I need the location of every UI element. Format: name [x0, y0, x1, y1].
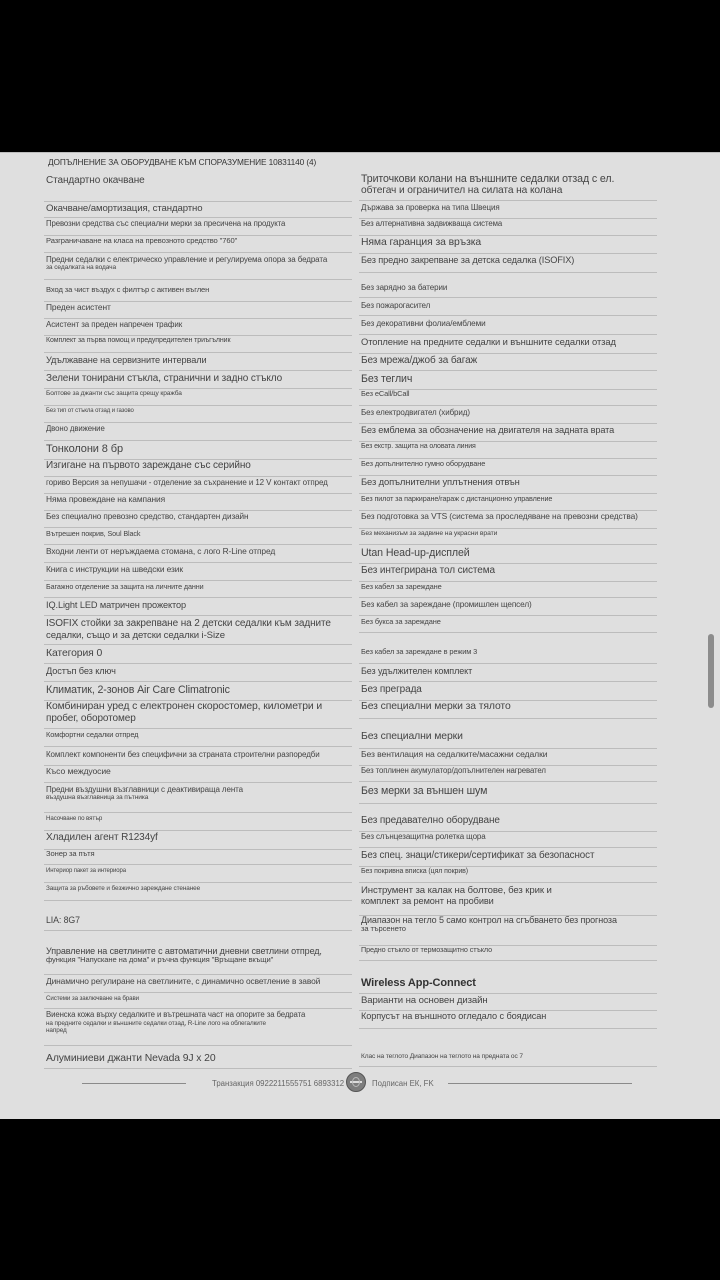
right-column-item-line: Без мрежа/джоб за багаж	[361, 355, 478, 366]
left-column-item-line: Превозни средства със специални мерки за пресичена на продукта	[46, 219, 286, 228]
left-column-item-line: Преден асистент	[46, 302, 111, 312]
left-column-item	[44, 565, 352, 581]
left-column-item	[44, 175, 352, 202]
left-column-item-line: въздушна възглавница за пътника	[46, 794, 149, 802]
left-column-item	[44, 1053, 352, 1069]
left-column-item-line: Няма провеждане на кампания	[46, 494, 166, 504]
left-column-item	[44, 478, 352, 494]
left-column-item	[44, 1011, 352, 1046]
left-column-item	[44, 767, 352, 783]
right-column-item-line: Wireless App-Connect	[361, 977, 476, 989]
left-column-item	[44, 648, 352, 664]
left-column-item-line: Разграничаване на класа на превозното средство "760"	[46, 236, 238, 245]
right-column-item-line: Без пилот за паркиране/гараж с дистанционно управление	[361, 494, 553, 503]
right-column-item-line: Държава за проверка на типа Швеция	[361, 203, 500, 212]
right-column-item-line: Без вентилация на седалките/масажни седалки	[361, 749, 548, 759]
right-column-item-line: Без екстр. защита на оловата линия	[361, 443, 476, 450]
left-column-item-line: Асистент за преден напречен трафик	[46, 320, 183, 329]
left-column-item	[44, 731, 352, 747]
right-column-item-line: Без предавателно оборудване	[361, 815, 500, 826]
right-column-item-line: Без удължителен комплект	[361, 666, 473, 676]
right-column-item	[359, 373, 657, 390]
left-column-item-line: Вход за чист въздух с филтър с активен въглен	[46, 285, 210, 294]
document-page	[0, 152, 720, 1119]
right-column-item-line: Клас на теглото Диапазон на теглото на предната ос 7	[361, 1053, 523, 1060]
left-column-item	[44, 320, 352, 336]
right-column-item	[359, 915, 657, 946]
right-column-item-line: Отопление на предните седалки и външните седалки отзад	[361, 336, 616, 347]
transaction-number: Транзакция 0922211555751 6893312	[212, 1079, 345, 1088]
left-column-item	[44, 355, 352, 371]
left-column-item-line: Категория 0	[46, 648, 103, 659]
left-column-item	[44, 460, 352, 477]
right-column-item-line: Без допълнителни уплътнения отвън	[361, 476, 520, 487]
right-column-item	[359, 319, 657, 335]
left-column-item	[44, 750, 352, 766]
right-column-item	[359, 648, 657, 664]
left-column-item	[44, 220, 352, 236]
right-column-item-line: Без електродвигател (хибрид)	[361, 408, 470, 417]
document-title: ДОПЪЛНЕНИЕ ЗА ОБОРУДВАНЕ КЪМ СПОРАЗУМЕНИЕ 10831140 (4)	[48, 157, 317, 167]
right-column-item	[359, 337, 657, 354]
right-column-item	[359, 355, 657, 371]
left-column-item	[44, 286, 352, 302]
left-column-item-line: Хладилен агент R1234yf	[46, 832, 158, 843]
left-column-item	[44, 600, 352, 616]
right-column-item	[359, 390, 657, 406]
left-column-item-line: Виенска кожа върху седалките и вътрешната част на опорите за бедрата	[46, 1010, 306, 1019]
right-column-item	[359, 547, 657, 564]
right-column-item	[359, 408, 657, 424]
right-column-item	[359, 495, 657, 511]
right-column-item-line: Без интегрирана тол система	[361, 565, 495, 576]
right-column-item	[359, 815, 657, 832]
right-column-item-line: Корпусът на външното огледало с боядисан	[361, 1011, 547, 1021]
left-column-item-line: функция "Напускане на дома" и ръчна функция "Връщане вкъщи"	[46, 955, 274, 965]
right-column-item	[359, 512, 657, 529]
right-column-item	[359, 237, 657, 254]
left-column-item-line: ISOFIX стойки за закрепване на 2 детски седалки към задните	[46, 618, 331, 629]
right-column-item-line: Диапазон на теглo 5 само контрол на сгъбването без прогноза	[361, 915, 617, 925]
right-column-item-line: Без топлинен акумулатор/допълнителен нагревател	[361, 766, 546, 775]
right-column-item-line: Без подготовка за VTS (система за проследяване на превозни средства)	[361, 511, 638, 521]
right-column-item	[359, 583, 657, 598]
right-column-item-line: Без декоративни фолиа/емблеми	[361, 319, 486, 328]
left-column-item-line: Динамично регулиране на светлините, с динамично осветление в завой	[46, 976, 321, 986]
left-column-item-line: Алуминиеви джанти Nevada 9J x 20	[46, 1053, 216, 1064]
right-column-item	[359, 977, 657, 994]
left-column-item	[44, 915, 352, 931]
right-column-item	[359, 530, 657, 545]
right-column-item-line: Без механизъм за задвине на украсни врати	[361, 530, 498, 537]
left-column-item-line: Багажно отделение за защита на личните данни	[46, 582, 204, 591]
left-column-item	[44, 495, 352, 511]
right-column-item-line: Инструмент за калак на болтове, без крик и	[361, 885, 552, 896]
left-column-item	[44, 443, 352, 460]
right-column-item-line: Без eCall/bCall	[361, 389, 410, 398]
left-column-item	[44, 390, 352, 406]
right-column-item	[359, 283, 657, 298]
left-column-item-line: Вътрешен покрив, Soul Black	[46, 529, 141, 538]
left-column-item-line: на предните седалки и външните седалки отзад, R-Line лого на облегалките	[46, 1019, 266, 1027]
right-column-item-line: Няма гаранция за връзка	[361, 237, 482, 248]
left-column-item-line: пробег, оборотомер	[46, 712, 136, 724]
left-column-item-line: Комфортни седалки отпред	[46, 730, 139, 739]
right-column-item	[359, 868, 657, 883]
right-column-item-line: Варианти на основен дизайн	[361, 995, 488, 1006]
left-column-item-line: Зонер за пътя	[46, 849, 95, 858]
left-column-item-line: Книга с инструкции на шведски език	[46, 564, 183, 574]
left-column-item-line: Изгигане на първото зареждане със серийно	[46, 460, 251, 471]
left-column-item	[44, 666, 352, 682]
left-column-item-line: Входни ленти от неръждаема стомана, с лого R-Line отпред	[46, 546, 276, 556]
left-column-item-line: Защита за ръбовете и безжично зареждане стенанее	[46, 885, 201, 892]
right-column-item-line: Предно стъкло от термозащитно стъкло	[361, 945, 492, 954]
left-column-item	[44, 512, 352, 528]
right-column-item	[359, 220, 657, 236]
left-column-item-line: напред	[46, 1027, 67, 1035]
right-column-item-line: Без специални мерки за тялото	[361, 701, 511, 712]
right-column-item	[359, 995, 657, 1011]
left-column-item-line: Комплект за първа помощ и предупредителен триъгълник	[46, 337, 231, 344]
right-column-item	[359, 565, 657, 582]
right-column-item	[359, 750, 657, 766]
left-column-item	[44, 946, 352, 975]
left-column-item	[44, 583, 352, 598]
left-column-item-line: IQ.Light LED матричен прожектор	[46, 600, 187, 610]
left-column-item-line: гориво Версия за непушачи - отделение за съхранение и 12 V контакт отпред	[46, 478, 328, 487]
right-column-item-line: Без пожарогасител	[361, 301, 431, 310]
right-column-item-line: Без предно закрепване за детска седалка (ISOFIX)	[361, 255, 575, 265]
left-column-item	[44, 832, 352, 850]
seal-icon	[346, 1072, 366, 1092]
right-column-item	[359, 600, 657, 616]
left-column-item-line: Болтове за джанти със защита срещу кражба	[46, 390, 182, 397]
right-column-item	[359, 477, 657, 494]
right-column-item	[359, 850, 657, 867]
right-column-item-line: Без кабел за зареждане (промишлен щепсел)	[361, 600, 532, 609]
right-column-item	[359, 731, 657, 749]
signed-label: Подписан ЕК, FK	[372, 1079, 434, 1088]
footer-line-left	[82, 1083, 186, 1084]
left-column-item-line: Без тип от стъкла отзад и газово	[46, 408, 134, 414]
right-column-item-line: Без покривна вписка (цял покрив)	[361, 868, 468, 875]
left-column-item	[44, 785, 352, 813]
left-column-item-line: LIA: 8G7	[46, 915, 80, 925]
left-column-item	[44, 684, 352, 701]
right-column-item	[359, 301, 657, 316]
left-column-item	[44, 815, 352, 831]
left-column-item-line: Стандартно окачване	[46, 175, 145, 186]
left-column-item	[44, 303, 352, 319]
left-column-item-line: Достъп без ключ	[46, 666, 116, 676]
right-column-item-line: Без спец. знаци/стикери/сертификат за безопасност	[361, 850, 595, 861]
right-column-item	[359, 203, 657, 219]
left-column-item-line: за седалката на водача	[46, 264, 117, 272]
left-column-item	[44, 995, 352, 1009]
right-column-item-line: Без букса за зареждане	[361, 617, 441, 626]
left-column-item	[44, 885, 352, 901]
left-column-item-line: Комбиниран уред с електронен скоростомер, километри и	[46, 701, 323, 712]
right-column-item-line: Без кабел за зареждане	[361, 582, 442, 591]
left-column-item-line: Тонколони 8 бр	[46, 443, 123, 455]
left-column-item	[44, 618, 352, 645]
right-column-item-line: Без слънцезащитна ролетка щора	[361, 832, 486, 841]
right-column-item	[359, 767, 657, 782]
right-column-item	[359, 832, 657, 848]
left-column-item	[44, 237, 352, 253]
left-column-item-line: Удължаване на сервизните интервали	[46, 355, 207, 365]
right-column-item-line: Без преграда	[361, 684, 422, 695]
left-column-item-line: Климатик, 2-зонов Air Care Climatronic	[46, 684, 230, 696]
right-column-item	[359, 666, 657, 682]
left-column-item-line: седалки, също и за детски седалки i-Size	[46, 629, 225, 641]
right-column-item-line: Без теглич	[361, 373, 413, 385]
right-column-item-line: Без алтернативна задвижваща система	[361, 219, 503, 228]
right-column-item-line: Без емблема за обозначение на двигателя на задната врата	[361, 425, 615, 435]
left-column-item-line: Двоно движение	[46, 424, 105, 433]
left-column-item-line: Без специално превозно средство, стандартен дизайн	[46, 512, 249, 521]
right-column-item	[359, 684, 657, 701]
scrollbar-thumb[interactable]	[708, 634, 714, 708]
left-column-item-line: Зелени тонирани стъкла, странични и задно стъкло	[46, 373, 283, 384]
footer-line-right	[448, 1083, 632, 1084]
left-column-item	[44, 850, 352, 865]
left-column-item	[44, 255, 352, 280]
left-column-item-line: Системи за заключване на брави	[46, 995, 140, 1002]
right-column-item-line: Utan Head-up-дисплей	[361, 547, 470, 559]
right-column-item	[359, 1011, 657, 1029]
left-column-item	[44, 203, 352, 218]
left-column-item	[44, 547, 352, 563]
left-column-item-line: Насочване по вятър	[46, 815, 103, 822]
right-column-item	[359, 255, 657, 273]
right-column-item-line: Триточкови колани на външните седалки отзад с ел.	[361, 173, 615, 185]
right-column-item-line: Без мерки за външен шум	[361, 785, 488, 797]
left-column-item	[44, 530, 352, 545]
right-column-item-line: Без кабел за зареждане в режим 3	[361, 647, 478, 656]
left-column-item	[44, 373, 352, 389]
right-column-item-line: за търсенето	[361, 924, 406, 934]
right-column-item	[359, 946, 657, 961]
left-column-item-line: Късо междуосие	[46, 766, 111, 776]
right-column-item	[359, 701, 657, 719]
right-column-item	[359, 1053, 657, 1067]
left-column-item	[44, 977, 352, 993]
right-column-item	[359, 785, 657, 804]
left-column-item	[44, 408, 352, 423]
left-column-item-line: Предни седалки с електрическо управление и регулируема опора за бедрата	[46, 255, 328, 264]
right-column-item	[359, 618, 657, 633]
left-column-item	[44, 701, 352, 729]
right-column-item	[359, 173, 657, 201]
right-column-item	[359, 443, 657, 459]
right-column-item	[359, 460, 657, 476]
right-column-item-line: Без зарядно за батерии	[361, 283, 448, 292]
left-column-item	[44, 425, 352, 441]
right-column-item-line: Без допълнително гумно оборудване	[361, 459, 486, 468]
right-column-item	[359, 885, 657, 916]
right-column-item	[359, 425, 657, 442]
right-column-item-line: Без специални мерки	[361, 731, 463, 742]
right-column-item-line: обтегач и ограничител на силата на колана	[361, 185, 563, 197]
left-column-item-line: Управление на светлините с автоматични дневни светлини отпред,	[46, 946, 322, 956]
left-column-item-line: Предни въздушни възглавници с деактивираща лента	[46, 785, 243, 794]
left-column-item-line: Окачване/амортизация, стандартно	[46, 203, 203, 214]
right-column-item-line: комплект за ремонт на пробиви	[361, 896, 494, 907]
left-column-item	[44, 868, 352, 883]
document-footer	[0, 1071, 720, 1101]
left-column-item-line: Комплект компоненти без специфични за страната строителни разпоредби	[46, 750, 320, 759]
left-column-item	[44, 337, 352, 353]
left-column-item-line: Интериор пакет за интериора	[46, 868, 126, 874]
